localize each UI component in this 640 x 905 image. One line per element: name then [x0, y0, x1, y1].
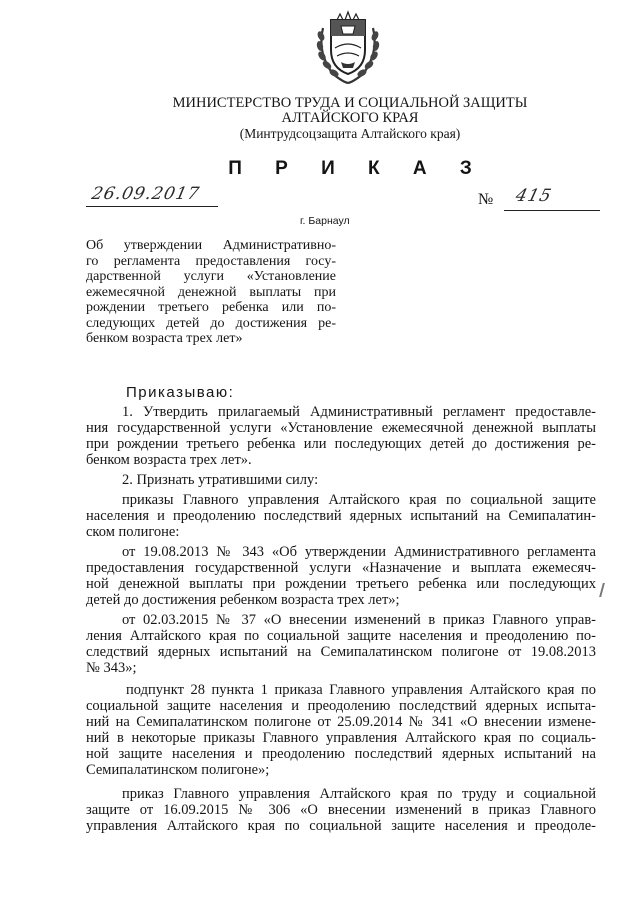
handwritten-number: 415	[513, 186, 554, 206]
paragraph-line: предоставления государственной услуги «Назначение и выплата ежемесяч-	[86, 560, 596, 576]
paragraph-line: Семипалатинском полигоне»;	[86, 762, 270, 778]
ministry-short-name: (Минтрудсоцзащита Алтайского края)	[239, 126, 461, 141]
paragraph-line: ной защите населения и преодолению последствий ядерных испытаний на	[86, 746, 596, 762]
order-paragraph-5	[86, 612, 596, 676]
paragraph-line: от 02.03.2015 № 37 «О внесении изменений в приказ Главного управ-	[122, 612, 596, 628]
order-directive-word: Приказываю:	[126, 384, 235, 401]
paragraph-line: ления Алтайского края по социальной защите населения и преодолению по-	[86, 628, 596, 644]
order-paragraph-3	[86, 492, 596, 540]
paragraph-line: ний на Семипалатинском полигоне от 25.09.2014 № 341 «О внесении измене-	[86, 714, 596, 730]
margin-pen-mark	[599, 583, 611, 597]
paragraph-line: социальной защите населения и преодолению последствий ядерных испыта-	[86, 698, 596, 714]
order-paragraph-6	[86, 682, 596, 778]
number-underline	[504, 210, 600, 211]
number-label: №	[478, 191, 494, 208]
paragraph-line: ния государственной услуги «Установление ежемесячной денежной выплаты	[86, 420, 596, 436]
paragraph-line: ний в некоторые приказы Главного управления Алтайского края по социаль-	[86, 730, 596, 746]
subject-line: го регламента предоставления госу-	[86, 253, 336, 269]
paragraph-line: приказ Главного управления Алтайского края по труду и социальной	[122, 786, 596, 802]
paragraph-line: от 19.08.2013 № 343 «Об утверждении Административного регламента	[122, 544, 596, 560]
subject-line: ежемесячной денежной выплаты при	[86, 284, 336, 300]
ministry-name-line2: АЛТАЙСКОГО КРАЯ	[281, 110, 419, 126]
paragraph-line: следствий ядерных испытаний на Семипалатинском полигоне от 19.08.2013	[86, 644, 596, 660]
order-subject	[86, 238, 336, 347]
paragraph-line: населения и преодолению последствий ядерных испытаний на Семипалатин-	[86, 508, 596, 524]
order-paragraph-2	[86, 472, 596, 488]
paragraph-line: ском полигоне:	[86, 524, 180, 540]
city-label: г. Барнаул	[300, 215, 350, 227]
date-underline	[86, 206, 218, 207]
order-paragraph-1	[86, 404, 596, 468]
subject-line: рождении третьего ребенка или по-	[86, 300, 336, 315]
order-paragraph-7	[86, 786, 596, 834]
ministry-name-line1: МИНИСТЕРСТВО ТРУДА И СОЦИАЛЬНОЙ ЗАЩИТЫ	[172, 95, 528, 111]
paragraph-line: защите от 16.09.2015 № 306 «О внесении изменений в приказ Главного	[86, 802, 596, 818]
subject-line: бенком возраста трех лет»	[86, 331, 243, 346]
paragraph-line: приказы Главного управления Алтайского края по социальной защите	[122, 492, 596, 508]
paragraph-line: при рождении третьего ребенка или последующих детей до достижения ре-	[86, 436, 596, 452]
subject-line: Об утверждении Административно-	[86, 238, 336, 253]
document-type-title: П Р И К А З	[228, 158, 486, 179]
paragraph-line: 1. Утвердить прилагаемый Административный регламент предоставле-	[122, 404, 596, 420]
coat-of-arms-emblem	[313, 8, 383, 88]
subject-line: следующих детей до достижения ре-	[86, 315, 336, 331]
subject-line: дарственной услуги «Установление	[86, 269, 336, 284]
handwritten-date: 26.09.2017	[89, 184, 202, 204]
paragraph-line: подпункт 28 пункта 1 приказа Главного управления Алтайского края по	[126, 682, 596, 698]
paragraph-line: № 343»;	[86, 660, 137, 676]
paragraph-line: бенком возраста трех лет».	[86, 452, 252, 468]
order-paragraph-4	[86, 544, 596, 608]
paragraph-line: ной денежной выплаты при рождении третьего ребенка или последующих	[86, 576, 596, 592]
paragraph-line: детей до достижения ребенком возраста трех лет»;	[86, 592, 400, 608]
paragraph-line: управления Алтайского края по социальной защите населения и преодоле-	[86, 818, 596, 834]
paragraph-line: 2. Признать утратившими силу:	[122, 472, 319, 488]
